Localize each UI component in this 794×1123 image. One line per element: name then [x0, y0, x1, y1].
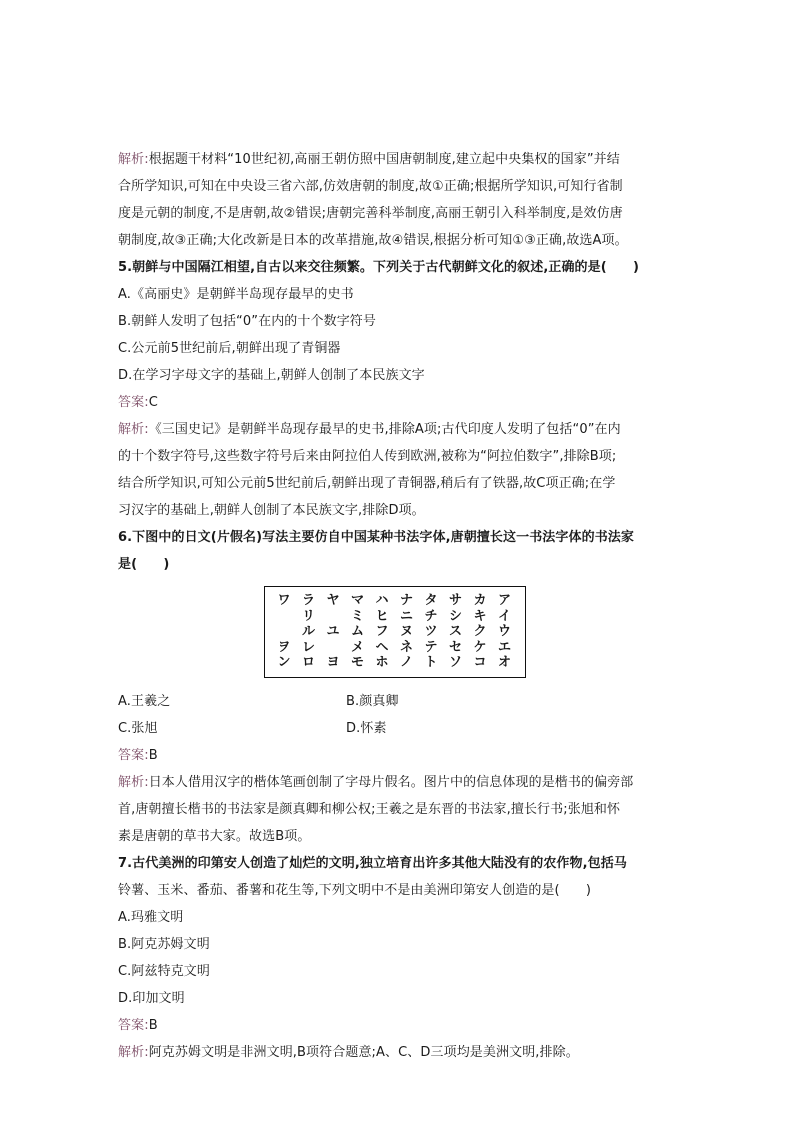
- q7-analysis: 解析:阿克苏姆文明是非洲文明,B项符合题意;A、C、D三项均是美洲文明,排除。: [118, 1045, 579, 1060]
- kana-char: メ: [350, 639, 364, 655]
- q6-option-b: B.颜真卿: [346, 694, 399, 709]
- q7-answer: [118, 1018, 678, 1034]
- kana-column: [347, 593, 369, 671]
- kana-char: ロ: [301, 655, 315, 670]
- kana-column: [469, 593, 491, 671]
- analysis-label: 解析:: [118, 775, 149, 790]
- kana-char: ン: [277, 655, 291, 670]
- kana-char: ヲ: [277, 639, 291, 655]
- kana-char: ヘ: [375, 639, 389, 655]
- kana-char: リ: [301, 608, 315, 624]
- answer-value: B: [148, 748, 158, 763]
- kana-char: ヤ: [326, 593, 340, 608]
- kana-char: ケ: [473, 639, 487, 655]
- q5-option-d: D.在学习字母文字的基础上,朝鲜人创制了本民族文字: [118, 368, 425, 383]
- answer-value: C: [148, 395, 158, 410]
- q7-option-d: D.印加文明: [118, 991, 185, 1006]
- q6-analysis-line-2: 首,唐朝擅长楷书的书法家是颜真卿和柳公权;王羲之是东晋的书法家,擅长行书;张旭和怀: [118, 802, 621, 817]
- q5-option-a: A.《高丽史》是朝鲜半岛现存最早的史书: [118, 287, 354, 302]
- kana-char: ワ: [277, 593, 291, 608]
- kana-char: セ: [448, 639, 462, 655]
- q6-options-row-1: [118, 694, 678, 710]
- kana-column: [371, 593, 393, 671]
- kana-char: チ: [424, 608, 438, 624]
- q7-stem-line-1: 7.古代美洲的印第安人创造了灿烂的文明,独立培育出许多其他大陆没有的农作物,包括马: [118, 856, 627, 871]
- kana-char: テ: [424, 639, 438, 655]
- kana-char: コ: [473, 655, 487, 670]
- kana-char: シ: [448, 608, 462, 624]
- q4-analysis-line-2: 合所学知识,可知在中央设三省六部,仿效唐朝的制度,故①正确;根据所学知识,可知行省制: [118, 179, 623, 194]
- q6-answer: [118, 748, 678, 764]
- kana-char: オ: [497, 655, 511, 670]
- kana-char: ラ: [301, 593, 315, 608]
- kana-char: ニ: [399, 608, 413, 624]
- q7-stem-line-2: 铃薯、玉米、番茄、番薯和花生等,下列文明中不是由美洲印第安人创造的是( ): [118, 883, 592, 898]
- analysis-label: 解析:: [118, 422, 149, 437]
- answer-label: 答案:: [118, 395, 149, 410]
- answer-label: 答案:: [118, 1018, 149, 1033]
- kana-char: ウ: [497, 624, 511, 639]
- kana-char: タ: [424, 593, 438, 608]
- q6-analysis-line-3: 素是唐朝的草书大家。故选B项。: [118, 829, 311, 844]
- answer-label: 答案:: [118, 748, 149, 763]
- answer-value: B: [148, 1018, 158, 1033]
- kana-char: ハ: [375, 593, 389, 608]
- kana-char: [322, 640, 344, 656]
- kana-char: キ: [473, 608, 487, 624]
- kana-char: ス: [448, 624, 462, 639]
- q4-analysis-line-4: 朝制度,故③正确;大化改新是日本的改革措施,故④错误,根据分析可知①③正确,故选A项。: [118, 233, 628, 248]
- q5-option-c: C.公元前5世纪前后,朝鲜出现了青铜器: [118, 341, 341, 356]
- q5-analysis-line-4: 习汉字的基础上,朝鲜人创制了本民族文字,排除D项。: [118, 503, 425, 518]
- kana-char: ル: [301, 624, 315, 639]
- kana-char: ナ: [399, 593, 413, 608]
- kana-char: レ: [301, 639, 315, 655]
- q5-analysis-line-2: 的十个数字符号,这些数字符号后来由阿拉伯人传到欧洲,被称为“阿拉伯数字”,排除B项;: [118, 449, 617, 464]
- kana-char: ツ: [424, 624, 438, 639]
- kana-column: [322, 593, 344, 671]
- kana-column: [494, 593, 516, 671]
- q5-option-b: B.朝鲜人发明了包括“0”在内的十个数字符号: [118, 314, 376, 329]
- kana-char: [273, 624, 295, 640]
- q7-option-a: A.玛雅文明: [118, 910, 184, 925]
- kana-char: ノ: [399, 655, 413, 670]
- kana-char: ネ: [399, 639, 413, 655]
- kana-char: イ: [497, 608, 511, 624]
- kana-char: ホ: [375, 655, 389, 670]
- kana-column: [420, 593, 442, 671]
- q6-stem-line-1: 6.下图中的日文(片假名)写法主要仿自中国某种书法字体,唐朝擅长这一书法字体的书法家: [118, 530, 635, 545]
- q6-stem-line-2: 是( ): [118, 557, 170, 572]
- kana-char: ア: [497, 593, 511, 608]
- kana-char: エ: [497, 639, 511, 655]
- kana-char: ミ: [350, 608, 364, 624]
- kana-char: ユ: [326, 624, 340, 639]
- kana-column: [298, 593, 320, 671]
- kana-char: ク: [473, 624, 487, 639]
- katakana-figure: [264, 586, 526, 678]
- kana-char: マ: [350, 593, 364, 608]
- kana-column: [396, 593, 418, 671]
- q6-option-c: C.张旭: [118, 721, 158, 736]
- kana-char: ム: [350, 624, 364, 639]
- kana-column: [273, 593, 295, 671]
- kana-char: カ: [473, 593, 487, 608]
- q6-option-a: A.王羲之: [118, 694, 171, 709]
- q6-option-d: D.怀素: [346, 721, 387, 736]
- q4-analysis-line-1: 解析:根据题干材料“10世纪初,高丽王朝仿照中国唐朝制度,建立起中央集权的国家”并结: [118, 152, 620, 167]
- q5-stem: 5.朝鲜与中国隔江相望,自古以来交往频繁。下列关于古代朝鲜文化的叙述,正确的是( ): [118, 260, 640, 275]
- kana-char: ヨ: [326, 655, 340, 670]
- kana-char: ソ: [448, 655, 462, 670]
- q5-answer: [118, 395, 678, 411]
- kana-char: フ: [375, 624, 389, 639]
- analysis-label: 解析:: [118, 1045, 149, 1060]
- analysis-label: 解析:: [118, 152, 149, 167]
- q7-option-c: C.阿兹特克文明: [118, 964, 211, 979]
- kana-column: [445, 593, 467, 671]
- kana-char: ヒ: [375, 608, 389, 624]
- q7-option-b: B.阿克苏姆文明: [118, 937, 210, 952]
- kana-char: [322, 609, 344, 625]
- kana-char: サ: [448, 593, 462, 608]
- kana-char: ト: [424, 655, 438, 670]
- kana-char: ヌ: [399, 624, 413, 639]
- q5-analysis-line-1: 解析:《三国史记》是朝鲜半岛现存最早的史书,排除A项;古代印度人发明了包括“0”在内: [118, 422, 621, 437]
- kana-char: モ: [350, 655, 364, 670]
- q4-analysis-line-3: 度是元朝的制度,不是唐朝,故②错误;唐朝完善科举制度,高丽王朝引入科举制度,是效仿唐: [118, 206, 623, 221]
- q5-analysis-line-3: 结合所学知识,可知公元前5世纪前后,朝鲜出现了青铜器,稍后有了铁器,故C项正确;在学: [118, 476, 616, 491]
- q6-options-row-2: [118, 721, 678, 737]
- q6-analysis-line-1: 解析:日本人借用汉字的楷体笔画创制了字母片假名。图片中的信息体现的是楷书的偏旁部: [118, 775, 634, 790]
- kana-char: [273, 609, 295, 625]
